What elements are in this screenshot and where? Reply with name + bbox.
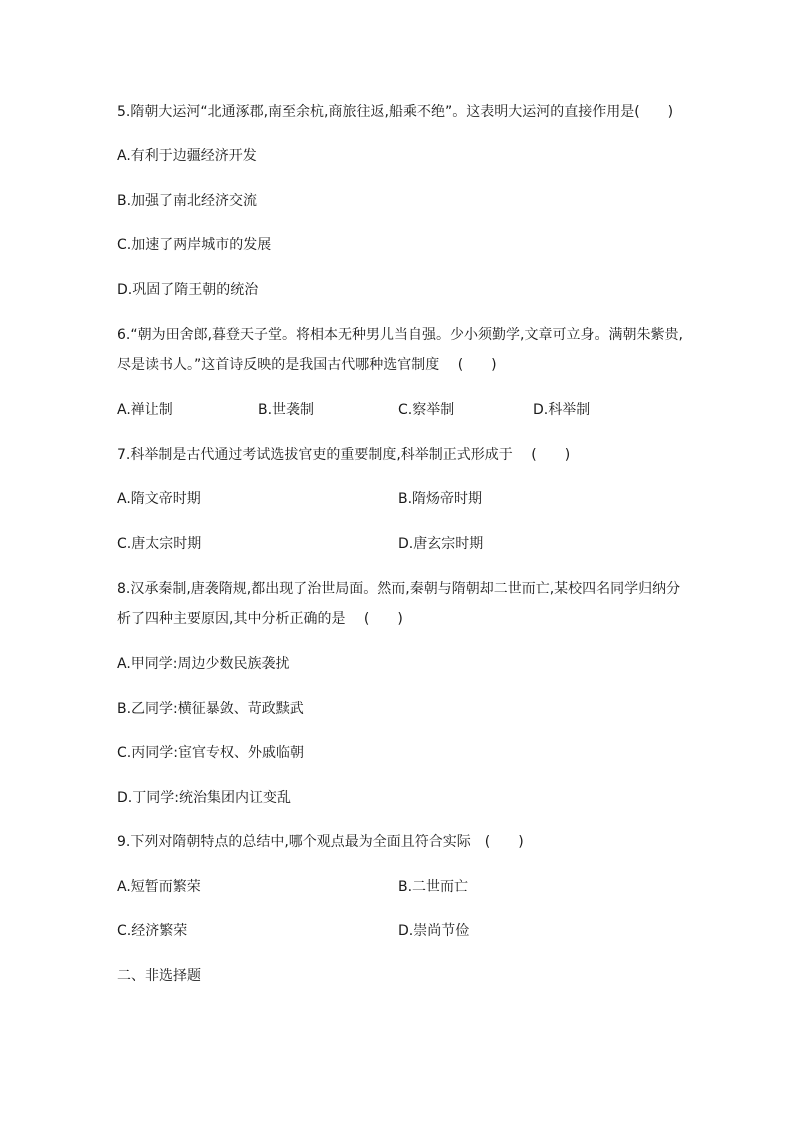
question-8-stem-line-2: 析了四种主要原因,其中分析正确的是 ( ) xyxy=(117,611,403,627)
question-8-stem-line-1: 8.汉承秦制,唐袭隋规,都出现了治世局面。然而,秦朝与隋朝却二世而亡,某校四名同学归纳分 xyxy=(117,581,681,597)
question-9-option-a: A.短暂而繁荣 xyxy=(117,879,201,895)
question-7-option-c: C.唐太宗时期 xyxy=(117,536,202,552)
question-5-stem: 5.隋朝大运河“北通涿郡,南至余杭,商旅往返,船乘不绝”。这表明大运河的直接作用是( ) xyxy=(117,104,674,120)
section-heading: 二、非选择题 xyxy=(117,968,201,984)
question-8-option-b: B.乙同学:横征暴敛、苛政黩武 xyxy=(117,701,304,717)
question-8-option-a: A.甲同学:周边少数民族袭扰 xyxy=(117,656,290,672)
question-7-option-a: A.隋文帝时期 xyxy=(117,491,201,507)
question-6-stem-line-2: 尽是读书人。”这首诗反映的是我国古代哪种选官制度 ( ) xyxy=(117,357,497,373)
question-5-option-b: B.加强了南北经济交流 xyxy=(117,193,258,209)
question-8-option-c: C.丙同学:宦官专权、外戚临朝 xyxy=(117,745,304,761)
question-9-stem: 9.下列对隋朝特点的总结中,哪个观点最为全面且符合实际 ( ) xyxy=(117,834,524,850)
question-7-option-d: D.唐玄宗时期 xyxy=(398,536,484,552)
question-6-option-a: A.禅让制 xyxy=(117,402,173,418)
question-7-option-b: B.隋炀帝时期 xyxy=(398,491,483,507)
question-5-option-d: D.巩固了隋王朝的统治 xyxy=(117,282,259,298)
question-6-stem-line-1: 6.“朝为田舍郎,暮登天子堂。将相本无种男儿当自强。少小须勤学,文章可立身。满朝朱紫贵, xyxy=(117,327,683,343)
question-9-option-b: B.二世而亡 xyxy=(398,879,469,895)
question-5-option-c: C.加速了两岸城市的发展 xyxy=(117,237,272,253)
question-6-option-b: B.世袭制 xyxy=(258,402,315,418)
question-8-option-d: D.丁同学:统治集团内讧变乱 xyxy=(117,790,291,806)
question-5-option-a: A.有利于边疆经济开发 xyxy=(117,148,257,164)
question-6-option-d: D.科举制 xyxy=(533,402,591,418)
question-6-option-c: C.察举制 xyxy=(398,402,455,418)
question-9-option-d: D.崇尚节俭 xyxy=(398,923,470,939)
question-7-stem: 7.科举制是古代通过考试选拔官吏的重要制度,科举制正式形成于 ( ) xyxy=(117,447,571,463)
question-9-option-c: C.经济繁荣 xyxy=(117,923,188,939)
